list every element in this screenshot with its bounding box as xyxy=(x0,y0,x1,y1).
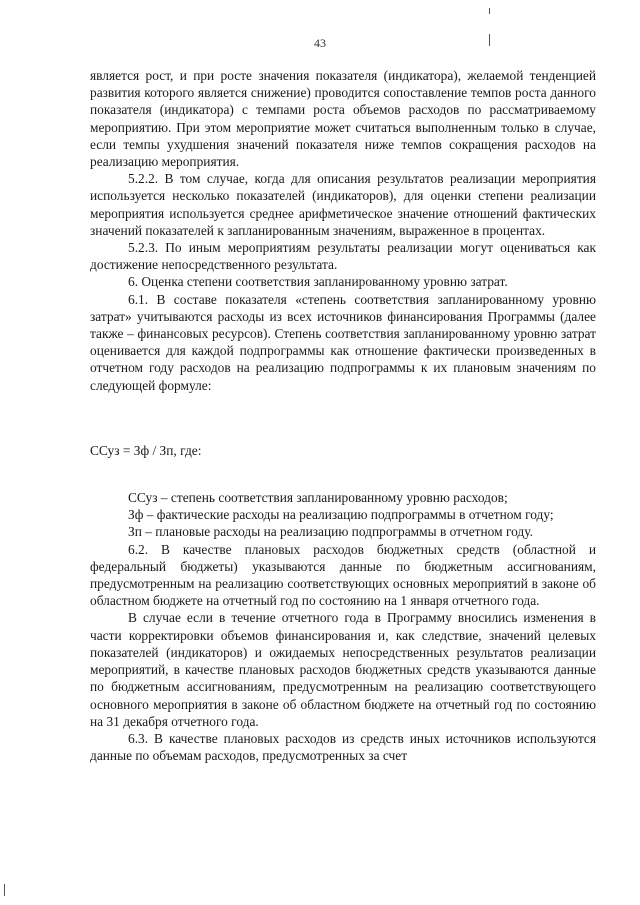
formula: ССуз = Зф / Зп, где: xyxy=(90,442,202,458)
page-number: 43 xyxy=(314,36,326,50)
scan-mark xyxy=(489,8,490,14)
paragraph: В случае если в течение отчетного года в Программу вносились изменения в части корректировки объемов финансирования и, как следствие, значений целевых показателей (индикаторов) и ожидаемых непосредственных результатов реализации мероприятий, в качестве плановых расходов бюджетных средств указываются данные по бюджетным ассигнованиям, предусмотренным на реализацию соответствующего основного мероприятия в законе об областном бюджете на отчетный год по состоянию на 31 декабря отчетного года. xyxy=(90,610,596,729)
paragraph: 6.2. В качестве плановых расходов бюджетных средств (областной и федеральный бюджеты) указываются данные по бюджетным ассигнованиям, предусмотренным на реализацию соответствующих основных мероприятий в законе об областном бюджете на отчетный год по состоянию на 1 января отчетного года. xyxy=(90,541,596,609)
definition: Зп – плановые расходы на реализацию подпрограммы в отчетном году. xyxy=(128,524,533,540)
definition: Зф – фактические расходы на реализацию подпрограммы в отчетном году; xyxy=(128,507,554,523)
paragraph: 6.1. В составе показателя «степень соответствия запланированному уровню затрат» учитываются расходы из всех источников финансирования Программы (далее также – финансовых ресурсов). Степень соответствия запланированному уровню затрат оценивается для каждой подпрограммы как отношение фактически произведенных в отчетном году расходов на реализацию подпрограммы к их плановым значениям по следующей формуле: xyxy=(90,291,596,393)
definition: ССуз – степень соответствия запланированному уровню расходов; xyxy=(128,490,508,506)
paragraph: 5.2.2. В том случае, когда для описания результатов реализации мероприятия используется несколько показателей (индикаторов), для оценки степени реализации мероприятия используется среднее арифметическое значение отношений фактических значений показателей к запланированным значениям, выраженное в процентах. xyxy=(90,171,596,238)
paragraph: 6.3. В качестве плановых расходов из средств иных источников используются данные по объемам расходов, предусмотренных за счет xyxy=(90,730,596,764)
document-body xyxy=(90,67,596,764)
paragraph: является рост, и при росте значения показателя (индикатора), желаемой тенденцией развития которого является снижение) проводится сопоставление темпов роста данного показателя (индикатора) с темпами роста объемов расходов по рассматриваемому мероприятию. При этом мероприятие может считаться выполненным только в случае, если темпы ухудшения значений показателя ниже темпов сокращения расходов на реализацию мероприятия. xyxy=(90,68,596,170)
scan-mark xyxy=(4,884,5,896)
paragraph: 5.2.3. По иным мероприятиям результаты реализации могут оцениваться как достижение непосредственного результата. xyxy=(90,240,596,273)
section-heading: 6. Оценка степени соответствия запланированному уровню затрат. xyxy=(128,274,508,290)
